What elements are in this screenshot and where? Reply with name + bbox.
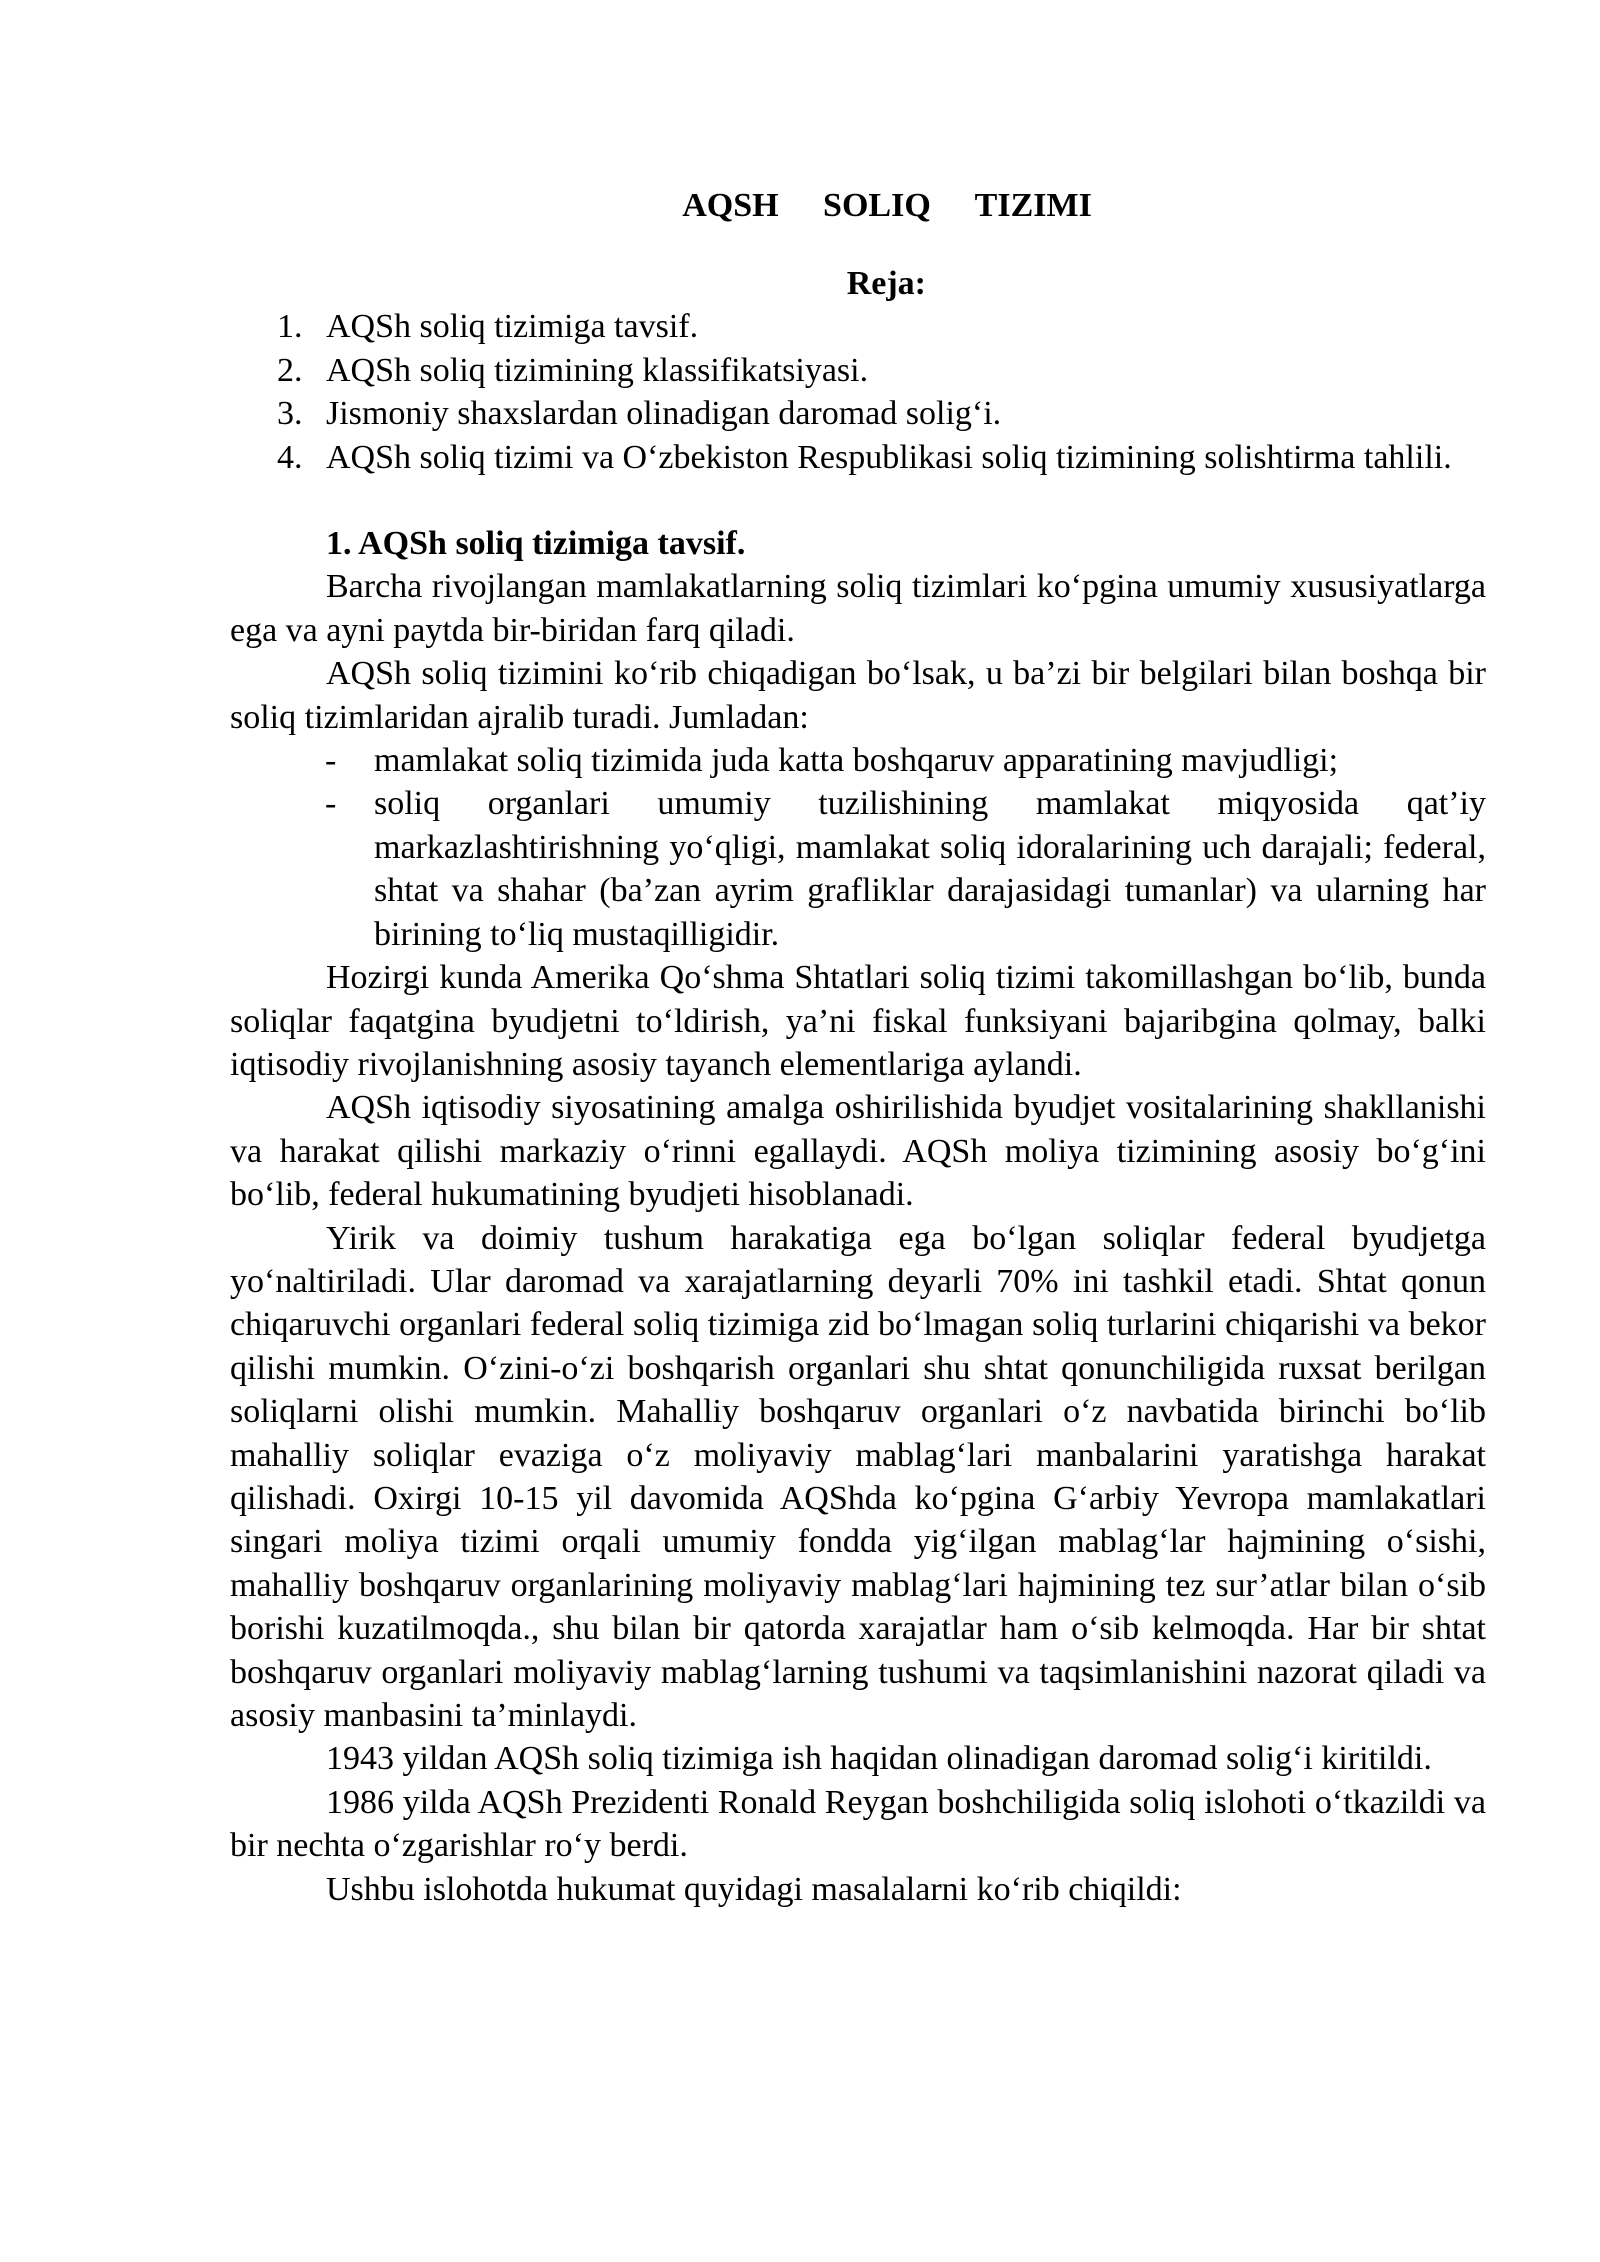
plan-item: [230, 349, 1486, 392]
plan-list: [230, 305, 1486, 479]
plan-item-text: AQSh soliq tizimiga tavsif.: [326, 308, 699, 346]
plan-item: [230, 436, 1486, 479]
paragraph: AQSh soliq tizimini ko‘rib chiqadigan bo‘lsak, u ba’zi bir belgilari bilan boshqa bir soliq tizimlaridan ajralib turadi. Jumladan:: [230, 655, 1486, 736]
section-heading: 1. AQSh soliq tizimiga tavsif.: [326, 525, 746, 563]
plan-item: [230, 305, 1486, 348]
plan-item-text: Jismoniy shaxslardan olinadigan daromad solig‘i.: [326, 395, 1002, 433]
paragraph: Barcha rivojlangan mamlakatlarning soliq tizimlari ko‘pgina umumiy xususiyatlarga ega va ayni paytda bir-biridan farq qiladi.: [230, 568, 1486, 649]
bullet-list: [230, 739, 1486, 956]
bullet-item: [230, 782, 1486, 956]
bullet-text: mamlakat soliq tizimida juda katta boshqaruv apparatining mavjudligi;: [374, 742, 1339, 780]
paragraph: Yirik va doimiy tushum harakatiga ega bo‘lgan soliqlar federal byudjetga yo‘naltiriladi. Ular daromad va xarajatlarning deyarli 70% ini tashkil etadi. Shtat qonun chiqaruvchi organlari federal soliq tizimiga zid bo‘lmagan soliq turlarini chiqarishi va bekor qilishi mumkin. O‘zini-o‘zi boshqarish organlari shu shtat qonunchiligida ruxsat berilgan soliqlarni olishi mumkin. Mahalliy boshqaruv organlari o‘z navbatida birinchi bo‘lib mahalliy soliqlar evaziga o‘z moliyaviy mablag‘lari manbalarini yaratishga harakat qilishadi. Oxirgi 10-15 yil davomida AQShda ko‘pgina G‘arbiy Yevropa mamlakatlari singari moliya tizimi orqali umumiy fondda yig‘ilgan mablag‘lar hajmining o‘sishi, mahalliy boshqaruv organlarining moliyaviy mablag‘lari hajmining tez sur’atlar bilan o‘sib borishi kuzatilmoqda., shu bilan bir qatorda xarajatlar ham o‘sib kelmoqda. Har bir shtat boshqaruv organlari moliyaviy mablag‘larning tushumi va taqsimlanishini nazorat qiladi va asosiy manbasini ta’minlaydi.: [230, 1219, 1486, 1734]
bullet-dash: -: [325, 742, 337, 780]
paragraph: Hozirgi kunda Amerika Qo‘shma Shtatlari soliq tizimi takomillashgan bo‘lib, bunda soliqlar faqatgina byudjetni to‘ldirish, ya’ni fiskal funksiyani bajaribgina qolmay, balki iqtisodiy rivojlanishning asosiy tayanch elementlariga aylandi.: [230, 959, 1486, 1083]
paragraph: AQSh iqtisodiy siyosatining amalga oshirilishida byudjet vositalarining shakllanishi va harakat qilishi markaziy o‘rinni egallaydi. AQSh moliya tizimining asosiy bo‘g‘ini bo‘lib, federal hukumatining byudjeti hisoblanadi.: [230, 1089, 1486, 1214]
plan-item-text: AQSh soliq tizimining klassifikatsiyasi.: [326, 351, 869, 389]
paragraph: 1943 yildan AQSh soliq tizimiga ish haqidan olinadigan daromad solig‘i kiritildi.: [326, 1740, 1432, 1778]
bullet-dash: -: [325, 785, 337, 823]
plan-heading: Reja:: [846, 265, 926, 302]
document-title: AQSH SOLIQ TIZIMI: [682, 187, 1092, 224]
document-body: [230, 176, 1486, 1911]
plan-item: [230, 392, 1486, 435]
plan-item-number: 3.: [277, 395, 303, 433]
paragraph: 1986 yilda AQSh Prezidenti Ronald Reygan boshchiligida soliq islohoti o‘tkazildi va bir nechta o‘zgarishlar ro‘y berdi.: [230, 1783, 1486, 1865]
bullet-text: soliq organlari umumiy tuzilishining mamlakat miqyosida qat’iy markazlashtirishning yo‘qligi, mamlakat soliq idoralarining uch darajali; federal, shtat va shahar (ba’zan ayrim grafliklar darajasidagi tumanlar) va ularning har birining to‘liq mustaqilligidir.: [374, 785, 1486, 953]
plan-item-number: 1.: [277, 308, 303, 346]
bullet-item: [230, 739, 1486, 782]
paragraph: Ushbu islohotda hukumat quyidagi masalalarni ko‘rib chiqildi:: [326, 1870, 1182, 1908]
plan-item-text: AQSh soliq tizimi va O‘zbekiston Respublikasi soliq tizimining solishtirma tahlili.: [326, 438, 1452, 476]
plan-item-number: 4.: [277, 438, 303, 476]
plan-item-number: 2.: [277, 351, 303, 389]
